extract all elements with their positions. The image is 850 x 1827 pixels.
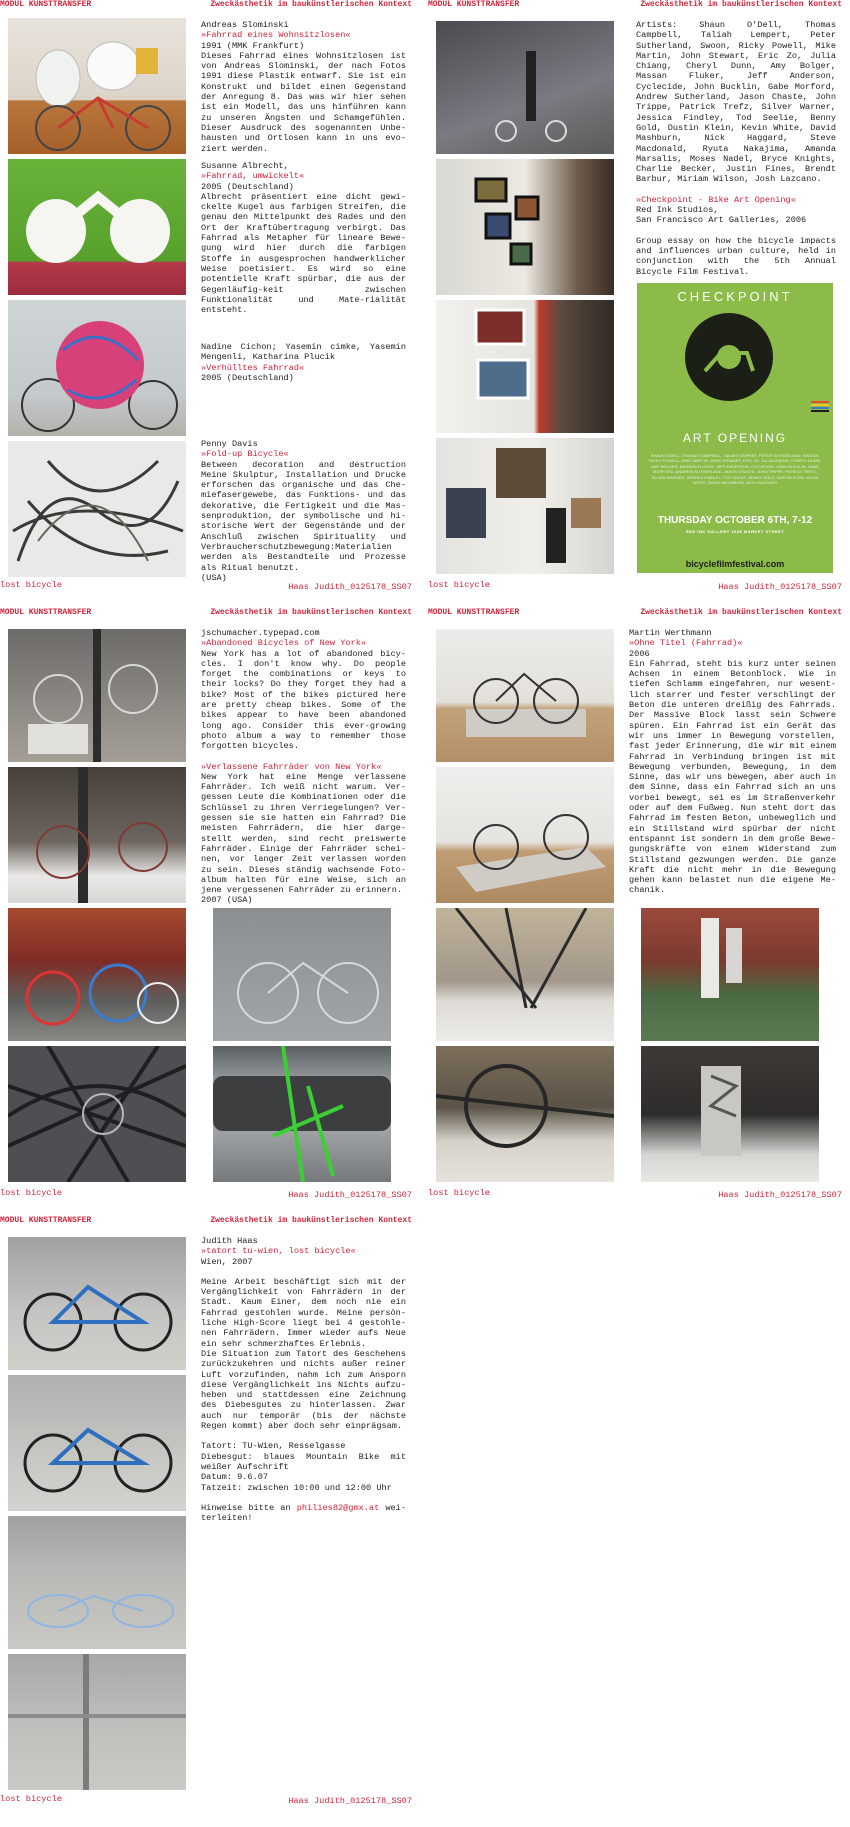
page-2 — [428, 0, 842, 590]
venue-line-2: San Francisco Art Galleries, 2006 — [636, 215, 807, 226]
work-meta: 2005 (Deutschland) — [201, 372, 294, 383]
footer-project: lost bicycle — [0, 580, 62, 590]
work-meta: 2006 — [629, 648, 650, 659]
entry-cichon — [201, 342, 406, 383]
photo-green-bike-car — [213, 1046, 391, 1182]
crime-scene: Tatort: TU-Wien, Resselgasse — [201, 1441, 346, 1452]
photo-wrapped-bicycle-bags — [8, 18, 186, 154]
work-meta: Wien, 2007 — [201, 1256, 253, 1267]
footer-project: lost bicycle — [0, 1794, 62, 1804]
header-module: MODUL KUNSTTRANSFER — [0, 1216, 92, 1225]
photo-bike-tangle-closeup — [8, 1046, 186, 1182]
footer-author: Haas Judith_0125178_SS07 — [288, 1190, 412, 1200]
color-bars — [811, 401, 829, 413]
concrete-bike-2 — [436, 767, 614, 903]
poster-subhead: ART OPENING — [682, 431, 788, 445]
author: Judith Haas — [201, 1236, 258, 1246]
author: Susanne Albrecht, — [201, 161, 289, 171]
body-english: New York has a lot of abandoned bicy-cles. I don't know why. Do people forget the combinations or keys to their locks? Do they forget they had a bike? Most of the bikes pictured here are pretty cheap bikes. Some of the bikes appear to have been abandoned long ago. Consider this ever-growing photo album a way to remember those forgotten bicycles. — [201, 648, 406, 752]
work-title: »Fahrrad, umwickelt« — [201, 171, 305, 182]
author: Martin Werthmann — [629, 628, 712, 638]
chalk-outline — [213, 908, 391, 1041]
gear-glyph — [685, 313, 773, 401]
header-module: MODUL KUNSTTRANSFER — [0, 0, 92, 9]
body-german: New York hat eine Menge verlassene Fahrräder. Ich weiß nicht warum. Ver-gessen Leute die Kombinationen oder die Schlüssel zu ihren Verriegelungen? Ver-gessen sie sie hatten ein Fahrrad? Die meisten Fahrrädern, die hier darge-stellt werden, sind recht preiswerte Fahrräder. Einige der Fahrräder schei-nen, vor langer Zeit verlassen worden zu sein. Dieses ständig wachsende Foto-album halten für eine Weise, sich an jene vergessenen Fahrräder zu erinnern. — [201, 771, 406, 896]
photo-empty-bike-rack — [8, 1654, 186, 1790]
work-meta: 2005 (Deutschland) — [201, 181, 294, 192]
header-topic: Zweckästhetik im baukünstlerischen Kontext — [210, 0, 412, 9]
header-topic: Zweckästhetik im baukünstlerischen Kontext — [640, 608, 842, 617]
photo-bike-frozen-outdoor — [641, 908, 819, 1041]
footer-author: Haas Judith_0125178_SS07 — [718, 1190, 842, 1200]
photo-fold-up-bicycle-tangle — [8, 441, 186, 577]
footer-author: Haas Judith_0125178_SS07 — [288, 582, 412, 592]
bicycle-gear-icon — [685, 313, 773, 401]
wheel-closeup — [436, 908, 614, 1041]
photo-gallery-wall-bicycle — [436, 21, 614, 154]
bicycle-illustration — [8, 18, 186, 154]
photo-yarn-ball-bicycle — [8, 300, 186, 436]
entry-slominski — [201, 20, 406, 154]
work-description: Between decoration and destruction Meine Skulptur, Installation und Drucke erforschen das organische und das Che-miefasergewebe, das Funktions- und das dekorative, die Fertigkeit und die Mas-senproduktion, der symbolische und hi-storische Wert der Gegenstände und der Anschluß zwischen Spirituality und Verbraucherschutzbewegung:Materialien werden als Bestandteile und Prozesse als Ritual benutzt. — [201, 459, 406, 573]
frames — [436, 159, 614, 295]
chain-closeup — [436, 1046, 614, 1182]
work-description: Ein Fahrrad, steht bis kurz unter seinen Achsen in einem Betonblock. Wie in tiefen Schlamm eingefahren, nur wesent-lich starrer und fester verschlingt der Beton die unteren dreißig des Fahrrads. Der Massive Block lasst sein Schwere spüren. Ein Fahrrad ist ein Gerät das wir uns immer in Bewegung vorstellen, fast jeder Erinnerung, die wir mit einem Fahrrad in Verbindung bringen ist mit Bewegung verbunden, Bewegung, in dem Sinne, das wir uns bewegen, aber auch in dem Sinne, dass ein Fahrrad sich an uns vorbei bewegt, sei es im Straßenverkehr oder auf dem Fußweg. Nun steht dort das Fahrrad im festen Beton, unbeweglich und ein Stillstand wird spürbar der nicht entspannt ist sondern in dem große Bewe-gungskräfte von einem Widerstand zum Stillstand gezwungen werden. Die ganze Kraft die nicht mehr in die Bewegung gehen kann belastet nun die eigene Me-chanik. — [629, 658, 836, 896]
empty-rack — [8, 1654, 186, 1790]
photo-pile-of-bikes — [8, 908, 186, 1041]
header-topic: Zweckästhetik im baukünstlerischen Kontext — [210, 608, 412, 617]
essay-description: Group essay on how the bicycle impacts and influences urban culture, held in conjunction with the 5th Annual Bicycle Film Festival. — [636, 235, 836, 277]
contact-suffix: wei-terleiten! — [201, 1502, 406, 1524]
page-4 — [428, 608, 842, 1198]
checkpoint-poster — [637, 283, 833, 573]
photo-gallery-collage — [436, 438, 614, 574]
work-meta: (USA) — [201, 572, 227, 583]
date: Datum: 9.6.07 — [201, 1472, 269, 1483]
email-link[interactable]: philies82@gmx.at — [296, 1502, 380, 1513]
photo-bike-chalk-outline — [213, 908, 391, 1041]
header-topic: Zweckästhetik im baukünstlerischen Kontext — [210, 1216, 412, 1225]
yarn-ball-shape — [8, 300, 186, 436]
page-3 — [0, 608, 412, 1198]
author: Nadine Cichon; Yasemin cimke, Yasemin Mengenli, Katharina Plucik — [201, 342, 406, 363]
header-module: MODUL KUNSTTRANSFER — [0, 608, 92, 617]
header-module: MODUL KUNSTTRANSFER — [428, 0, 520, 9]
abandoned-bikes-text — [201, 628, 406, 906]
work-title: »Ohne Titel (Fahrrad)« — [629, 638, 743, 649]
poster-venue: RED INK GALLERY 1035 MARKET STREET — [685, 529, 785, 534]
photo-blue-mountain-bike-2 — [8, 1375, 186, 1511]
photo-chalk-drawing-bike — [8, 1516, 186, 1649]
footer-project: lost bicycle — [428, 580, 490, 590]
author: Penny Davis — [201, 439, 258, 449]
photo-white-wrapped-bicycle — [8, 159, 186, 295]
header-topic: Zweckästhetik im baukünstlerischen Kontext — [640, 0, 842, 9]
footer-project: lost bicycle — [428, 1188, 490, 1198]
page-5 — [0, 1216, 412, 1806]
visitor-scene — [436, 300, 614, 433]
photo-bike-concrete-block-2 — [436, 767, 614, 903]
frozen-bike-snow — [641, 1046, 819, 1182]
work-description: Dieses Fahrrad eines Wohnsitzlosen ist von Andreas Slominski, der nach Fotos 1991 diese Plastik entwarf. Sie ist ein Konstrukt und bildet einen Gegenstand der Anregung 8. Das was wir hier sehen ist ein Modell, das uns hinführen kann zu unseren Ängsten und Schamgefühlen. Dieser Ausdruck des sogenannten Unbe-hausten und Ortlosen kann in uns evo-ziert werden. — [201, 50, 406, 154]
photo-chain-in-concrete-closeup — [436, 1046, 614, 1182]
collage-scene — [436, 438, 614, 574]
wrapped-bicycle-shape — [8, 159, 186, 295]
entry-davis — [201, 439, 406, 583]
werthmann-text — [629, 628, 836, 896]
work-title: »Checkpoint - Bike Art Opening« — [636, 194, 796, 205]
chalk-bike-drawing — [8, 1516, 186, 1649]
page-1 — [0, 0, 412, 590]
artists-list: Artists: Shaun O'Dell, Thomas Campbell, Taliah Lempert, Peter Sutherland, Swoon, Ricky Powell, Mike Martin, John Stewart, Eric Zo, Julia Chiang, Cheryl Dunn, Amy Bolger, Massan Fluker, Jeff Anderson, Cyclecide, John Bucklin, Gabe Morford, Andrew Sutherland, Jason Chaste, John Trippe, Patrick Trefz, Silver Warner, Jessica Findley, Tod Seelie, Benny Gold, Dustin Klein, Kevin White, David Mashburn, Nick Haggard, Steve Macdonald, Ryuta Nakajima, Amanda Marsalis, Moses Nadel, Bryce Knights, Charlie Becker, Justin Fines, Brendt Barbur, Miriam Wilson, Josh Lazcano. — [636, 20, 836, 185]
checkpoint-text — [636, 20, 836, 277]
poster-date: THURSDAY OCTOBER 6TH, 7-12 — [657, 515, 813, 526]
work-description-1: Meine Arbeit beschäftigt sich mit der Vergänglichkeit von Fahrrädern in der Stadt. Kaum Einer, dem noch nie ein Fahrrad gestohlen wurde. Meine persön-liche High-Score liegt bei 4 gestohle-nen Fahrrädern. Immer wieder aufs Neue ein sehr schmerzhaftes Erlebnis. — [201, 1276, 406, 1349]
title-english: »Abandoned Bicycles of New York« — [201, 638, 367, 649]
source-url: jschumacher.typepad.com — [201, 628, 320, 638]
pile-scene — [8, 908, 186, 1041]
photo-bike-in-snow — [8, 767, 186, 903]
blue-bike-2 — [8, 1375, 186, 1511]
footer-author: Haas Judith_0125178_SS07 — [718, 582, 842, 592]
footer-project: lost bicycle — [0, 1188, 62, 1198]
poster-website: bicyclefilmfestival.com — [685, 559, 785, 569]
trash-scene — [8, 629, 186, 762]
work-title: »Verhülltes Fahrrad« — [201, 362, 305, 373]
poster-headline: CHECKPOINT — [677, 289, 793, 304]
header-module: MODUL KUNSTTRANSFER — [428, 608, 520, 617]
haas-text — [201, 1236, 406, 1523]
blue-bike-1 — [8, 1237, 186, 1370]
photo-abandoned-bike-trash — [8, 629, 186, 762]
concrete-bike-1 — [436, 629, 614, 762]
entry-albrecht — [201, 161, 406, 315]
work-meta: 2007 (USA) — [201, 895, 253, 906]
photo-bike-concrete-block-1 — [436, 629, 614, 762]
snow-scene — [8, 767, 186, 903]
photo-gallery-frames — [436, 159, 614, 295]
contact-prefix: Hinweise bitte an — [201, 1502, 291, 1513]
time-of-crime: Tatzeit: zwischen 10:00 und 12:00 Uhr — [201, 1482, 392, 1493]
poster-artists: SHAUN O'DELL, THOMAS CAMPBELL, TALIAH LEMPERT, PETER SUTHERLAND, SWOON, RICKY POWELL, MIKE MARTIN, JOHN STEWART, ERIC ZO, JULIA CHIANG, CHERYL DUNN, AMY BOLGER, MASSAN FLUKER, JEFF ANDERSON, CYCLECIDE, JOHN BUCKLIN, GABE MORFORD, ANDREW SUTHERLAND, JASON CHASTE, JOHN TRIPPE, PATRICK TREFZ, SILVER WARNER, JESSICA FINDLEY, TOD SEELIE, BENNY GOLD, DUSTIN KLEIN, KEVIN WHITE, DAVID MASHBURN, NICK HAGGARD — [649, 453, 821, 486]
photo-blue-mountain-bike-1 — [8, 1237, 186, 1370]
stolen-goods: Diebesgut: blaues Mountain Bike mit weißer Aufschrift — [201, 1451, 406, 1472]
work-title: »Fahrrad eines Wohnsitzlosen« — [201, 30, 351, 41]
frozen-bike-outdoor — [641, 908, 819, 1041]
author: Andreas Slominski — [201, 20, 289, 30]
photo-gallery-visitor — [436, 300, 614, 433]
photo-wheel-in-concrete-closeup — [436, 908, 614, 1041]
work-title: »Fold-up Bicycle« — [201, 449, 289, 460]
photo-bike-frozen-snow — [641, 1046, 819, 1182]
work-description-2: Die Situation zum Tatort des Geschehens zurückzukehren und nichts außer reiner Luft vorzufinden, nahm ich zum Ansporn diese Vergänglichkeit ins Nichts aufzu-heben und stattdessen eine Zeichnung des Diebesgutes zu hinterlassen. Zwar auch nur temporär (bis der nächste Regen kommt) aber doch sehr einprägsam. — [201, 1348, 406, 1432]
footer-author: Haas Judith_0125178_SS07 — [288, 1796, 412, 1806]
gallery-scene — [436, 21, 614, 154]
tangle-closeup — [8, 1046, 186, 1182]
contact-line — [201, 1503, 406, 1524]
tangle-shape — [8, 441, 186, 577]
work-meta: 1991 (MMK Frankfurt) — [201, 40, 305, 51]
work-title: »tatort tu-wien, lost bicycle« — [201, 1246, 356, 1257]
green-bike-scene — [213, 1046, 391, 1182]
venue-line-1: Red Ink Studios, — [636, 205, 719, 216]
title-german: »Verlassene Fahrräder von New York« — [201, 761, 382, 772]
work-description: Albrecht präsentiert eine dicht gewi-ckelte Kugel aus farbigen Streifen, die genau den Mittelpunkt des Rades und den Ort der Kraftübertragung verbirgt. Das Fahrrad als Metapher für lineare Bewe-gung wird hier durch die farbigen Stoffe in ausgesprochen handwerklicher Weise poetisiert. Es wird so eine potentielle Kraft spürbar, die aus der Gegenläufig-keit zwischen Funktionalität und Mate-rialität entsteht. — [201, 191, 406, 316]
